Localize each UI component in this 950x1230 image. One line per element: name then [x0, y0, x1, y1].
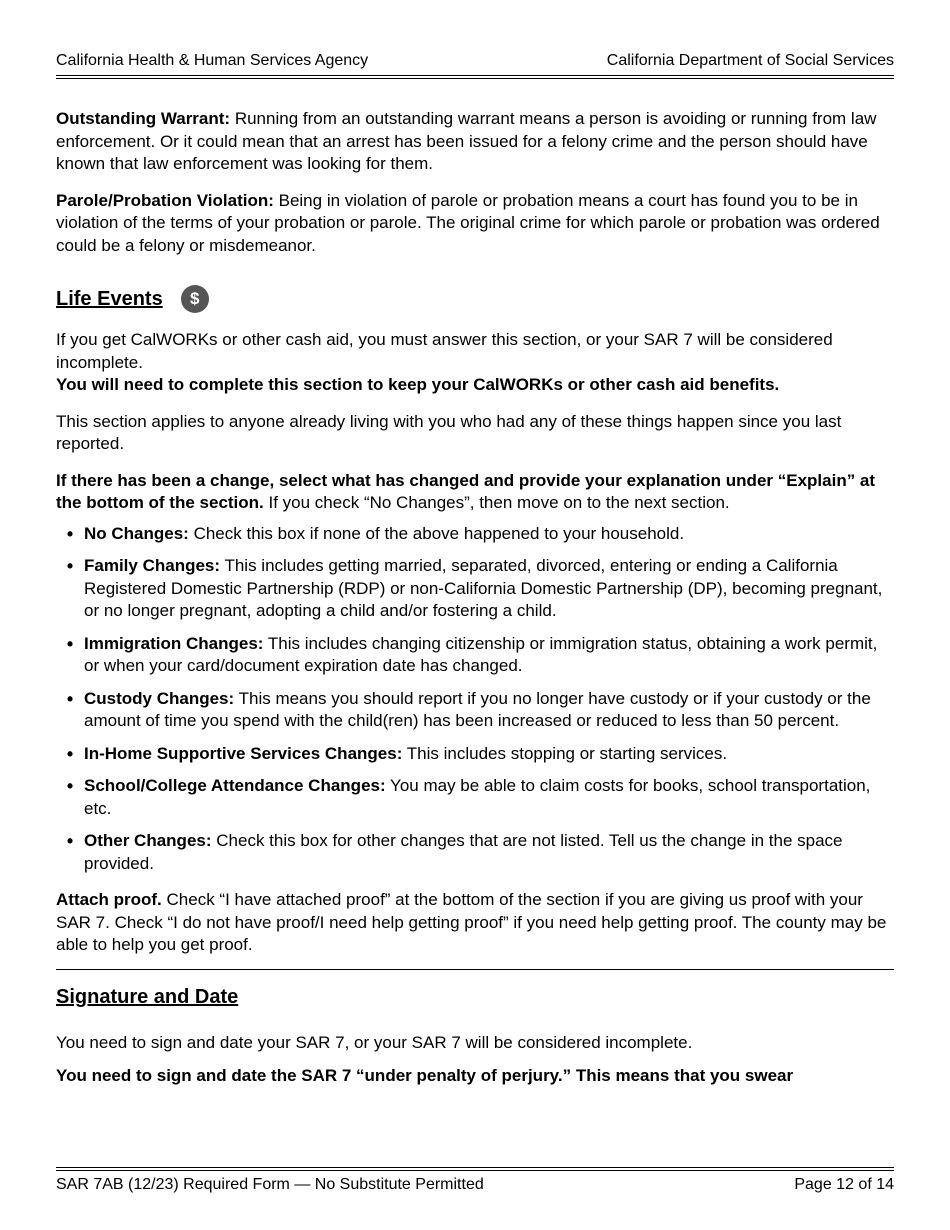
footer-page-number: Page 12 of 14 [794, 1176, 894, 1193]
signature-bold [56, 1065, 894, 1088]
bullet-icon: • [66, 688, 74, 709]
signature-text: You need to sign and date your SAR 7, or your SAR 7 will be considered incomplete. [56, 1033, 693, 1052]
page-content [56, 108, 894, 1101]
life-events-applies: This section applies to anyone already living with you who had any of these things happen since you last reported. [56, 411, 842, 453]
life-events-heading [56, 285, 894, 313]
item-term: Immigration Changes: [84, 633, 264, 653]
bullet-icon: • [66, 523, 74, 544]
bullet-icon: • [66, 556, 74, 576]
bullet-icon: • [66, 743, 74, 764]
item-desc: This includes changing citizenship or immigration status, obtaining a work permit, or when your card/document expiration date has changed. [84, 633, 878, 675]
list-item [56, 523, 894, 546]
signature-heading [56, 986, 894, 1009]
item-desc: This includes stopping or starting services. [402, 743, 728, 763]
definition-term: Parole/Probation Violation: [56, 190, 274, 210]
section-title: Life Events [56, 287, 163, 310]
item-text [84, 775, 894, 820]
definition-text: Running from an outstanding warrant means a person is avoiding or running from law enforcement. Or it could mean that an arrest has been issued for a felony crime and the person should have known that law enforcement was looking for them. [56, 109, 877, 173]
definition-term: Outstanding Warrant: [56, 109, 231, 128]
page-header [56, 52, 894, 76]
footer-form-id: SAR 7AB (12/23) Required Form — No Substitute Permitted [56, 1176, 484, 1193]
proof-text: Check “I have attached proof” at the bottom of the section if you are giving us proof with your SAR 7. Check “I do not have proof/I need help getting proof” if you need help getting proof. The county may be able to help you get proof. [56, 890, 887, 954]
section-title: Signature and Date [56, 985, 239, 1008]
list-item [56, 775, 894, 820]
item-desc: You may be able to claim costs for books, school transportation, etc. [84, 776, 871, 818]
bold-text: Attach proof. [56, 890, 162, 909]
dollar-icon: $ [181, 285, 209, 313]
item-text [84, 688, 894, 733]
bold-text: You need to sign and date the SAR 7 “under penalty of perjury.” This means that you swear [56, 1065, 794, 1085]
header-agency: California Health & Human Services Agency [56, 52, 369, 69]
list-item [56, 830, 894, 875]
list-item [56, 743, 894, 766]
item-desc: Check this box for other changes that are not listed. Tell us the change in the space provided. [84, 831, 843, 873]
list-item [56, 633, 894, 678]
item-term: No Changes: [84, 523, 189, 543]
page-footer [56, 1170, 894, 1194]
bullet-icon: • [66, 633, 74, 654]
list-item [56, 688, 894, 733]
item-desc: Check this box if none of the above happened to your household. [188, 523, 685, 543]
attach-proof [56, 889, 894, 957]
section-divider [56, 969, 894, 970]
bold-text: If there has been a change, select what has changed and provide your explanation under “Explain” at the bottom of the section. [56, 470, 876, 512]
definition-text: Being in violation of parole or probation means a court has found you to be in violation of the terms of your probation or parole. The original crime for which parole or probation was ordered could be a felony or misdemeanor. [56, 190, 880, 255]
item-text [84, 523, 894, 546]
item-term: Family Changes: [84, 556, 221, 575]
instruction-text: If you check “No Changes”, then move on to the next section. [263, 493, 730, 512]
item-term: Custody Changes: [84, 688, 235, 708]
item-term: School/College Attendance Changes: [84, 776, 386, 795]
definition-parole-violation [56, 190, 894, 258]
list-item [56, 555, 894, 623]
life-events-intro: If you get CalWORKs or other cash aid, you must answer this section, or your SAR 7 will be considered incomplete. [56, 330, 833, 372]
definition-outstanding-warrant [56, 108, 894, 176]
item-text [84, 633, 894, 678]
item-term: Other Changes: [84, 831, 212, 850]
item-desc: This means you should report if you no longer have custody or if your custody or the amount of time you spend with the child(ren) has been increased or reduced to less than 50 percent. [84, 688, 871, 730]
item-desc: This includes getting married, separated, divorced, entering or ending a California Registered Domestic Partnership (RDP) or non-California Domestic Partnership (DP), becoming pregnant, or no longer pregnant, adopting a child and/or fostering a child. [84, 556, 883, 620]
bullet-icon: • [66, 831, 74, 851]
bullet-icon: • [66, 776, 74, 796]
life-events-change-instruction [56, 470, 894, 515]
item-text [84, 830, 894, 875]
bold-text: You will need to complete this section to keep your CalWORKs or other cash aid benefits. [56, 375, 780, 394]
item-text [84, 555, 894, 623]
item-text [84, 743, 894, 766]
life-events-intro-bold [56, 374, 894, 397]
header-department: California Department of Social Services [606, 52, 894, 69]
change-list [56, 523, 894, 876]
item-term: In-Home Supportive Services Changes: [84, 743, 403, 763]
